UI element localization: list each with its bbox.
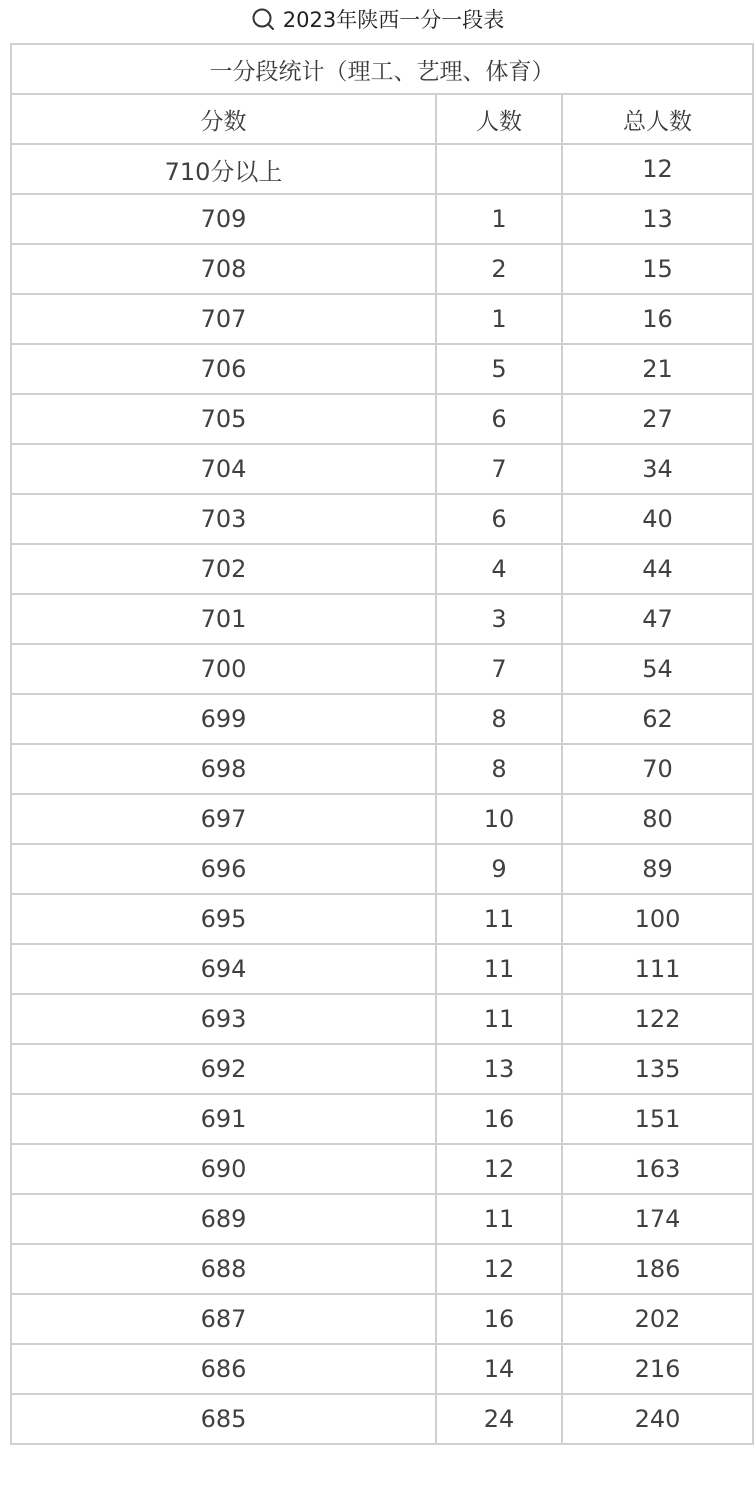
cell-count: 6 <box>436 494 562 544</box>
cell-count: 1 <box>436 294 562 344</box>
cell-count: 16 <box>436 1294 562 1344</box>
cell-count: 2 <box>436 244 562 294</box>
cell-cumulative: 151 <box>562 1094 753 1144</box>
cell-score: 701 <box>11 594 436 644</box>
cell-cumulative: 62 <box>562 694 753 744</box>
cell-count: 13 <box>436 1044 562 1094</box>
cell-score: 710分以上 <box>11 144 436 194</box>
cell-score: 699 <box>11 694 436 744</box>
cell-cumulative: 47 <box>562 594 753 644</box>
cell-count: 11 <box>436 994 562 1044</box>
table-row <box>11 444 753 494</box>
cell-count: 16 <box>436 1094 562 1144</box>
table-row <box>11 294 753 344</box>
score-table-container <box>10 43 752 1445</box>
table-row <box>11 394 753 444</box>
cell-count: 9 <box>436 844 562 894</box>
table-row <box>11 944 753 994</box>
cell-cumulative: 12 <box>562 144 753 194</box>
table-header-row <box>11 94 753 144</box>
table-row <box>11 1344 753 1394</box>
cell-score: 705 <box>11 394 436 444</box>
table-row <box>11 244 753 294</box>
cell-cumulative: 122 <box>562 994 753 1044</box>
cell-count: 4 <box>436 544 562 594</box>
cell-count: 6 <box>436 394 562 444</box>
table-caption: 一分段统计（理工、艺理、体育） <box>11 44 753 94</box>
table-caption-row <box>11 44 753 94</box>
column-header-count: 人数 <box>436 94 562 144</box>
table-row <box>11 1094 753 1144</box>
cell-score: 708 <box>11 244 436 294</box>
cell-cumulative: 216 <box>562 1344 753 1394</box>
table-row <box>11 744 753 794</box>
cell-score: 692 <box>11 1044 436 1094</box>
cell-count: 14 <box>436 1344 562 1394</box>
cell-cumulative: 34 <box>562 444 753 494</box>
table-row <box>11 994 753 1044</box>
cell-cumulative: 135 <box>562 1044 753 1094</box>
cell-cumulative: 13 <box>562 194 753 244</box>
cell-cumulative: 100 <box>562 894 753 944</box>
table-row <box>11 794 753 844</box>
cell-count: 7 <box>436 644 562 694</box>
cell-score: 687 <box>11 1294 436 1344</box>
cell-score: 691 <box>11 1094 436 1144</box>
table-row <box>11 494 753 544</box>
cell-cumulative: 44 <box>562 544 753 594</box>
table-row <box>11 844 753 894</box>
table-row <box>11 1044 753 1094</box>
cell-count <box>436 144 562 194</box>
table-row <box>11 644 753 694</box>
cell-cumulative: 70 <box>562 744 753 794</box>
score-table <box>10 43 754 1445</box>
cell-cumulative: 186 <box>562 1244 753 1294</box>
cell-score: 695 <box>11 894 436 944</box>
cell-cumulative: 27 <box>562 394 753 444</box>
cell-score: 686 <box>11 1344 436 1394</box>
search-icon[interactable] <box>251 7 275 31</box>
cell-count: 11 <box>436 944 562 994</box>
cell-score: 697 <box>11 794 436 844</box>
table-row <box>11 144 753 194</box>
table-row <box>11 1294 753 1344</box>
table-row <box>11 194 753 244</box>
cell-cumulative: 54 <box>562 644 753 694</box>
cell-cumulative: 16 <box>562 294 753 344</box>
cell-score: 690 <box>11 1144 436 1194</box>
cell-score: 704 <box>11 444 436 494</box>
cell-count: 11 <box>436 1194 562 1244</box>
search-bar[interactable] <box>0 0 755 38</box>
cell-count: 1 <box>436 194 562 244</box>
cell-score: 698 <box>11 744 436 794</box>
cell-score: 694 <box>11 944 436 994</box>
cell-score: 693 <box>11 994 436 1044</box>
cell-cumulative: 174 <box>562 1194 753 1244</box>
cell-count: 12 <box>436 1244 562 1294</box>
cell-count: 8 <box>436 694 562 744</box>
cell-count: 7 <box>436 444 562 494</box>
table-row <box>11 594 753 644</box>
cell-score: 685 <box>11 1394 436 1444</box>
table-row <box>11 344 753 394</box>
cell-count: 24 <box>436 1394 562 1444</box>
cell-score: 696 <box>11 844 436 894</box>
cell-count: 11 <box>436 894 562 944</box>
cell-count: 8 <box>436 744 562 794</box>
cell-cumulative: 80 <box>562 794 753 844</box>
table-row <box>11 894 753 944</box>
cell-score: 700 <box>11 644 436 694</box>
cell-count: 3 <box>436 594 562 644</box>
cell-cumulative: 21 <box>562 344 753 394</box>
table-row <box>11 1244 753 1294</box>
cell-score: 703 <box>11 494 436 544</box>
cell-count: 10 <box>436 794 562 844</box>
table-row <box>11 1144 753 1194</box>
cell-count: 5 <box>436 344 562 394</box>
search-query[interactable]: 2023年陕西一分一段表 <box>282 8 505 32</box>
table-row <box>11 1394 753 1444</box>
cell-cumulative: 111 <box>562 944 753 994</box>
cell-score: 707 <box>11 294 436 344</box>
column-header-cumulative: 总人数 <box>562 94 753 144</box>
table-row <box>11 694 753 744</box>
cell-score: 689 <box>11 1194 436 1244</box>
cell-count: 12 <box>436 1144 562 1194</box>
cell-cumulative: 240 <box>562 1394 753 1444</box>
cell-score: 688 <box>11 1244 436 1294</box>
column-header-score: 分数 <box>11 94 436 144</box>
table-body <box>11 144 753 1444</box>
cell-score: 702 <box>11 544 436 594</box>
cell-cumulative: 15 <box>562 244 753 294</box>
cell-cumulative: 40 <box>562 494 753 544</box>
cell-cumulative: 163 <box>562 1144 753 1194</box>
table-row <box>11 1194 753 1244</box>
cell-score: 709 <box>11 194 436 244</box>
cell-cumulative: 89 <box>562 844 753 894</box>
cell-cumulative: 202 <box>562 1294 753 1344</box>
table-row <box>11 544 753 594</box>
cell-score: 706 <box>11 344 436 394</box>
